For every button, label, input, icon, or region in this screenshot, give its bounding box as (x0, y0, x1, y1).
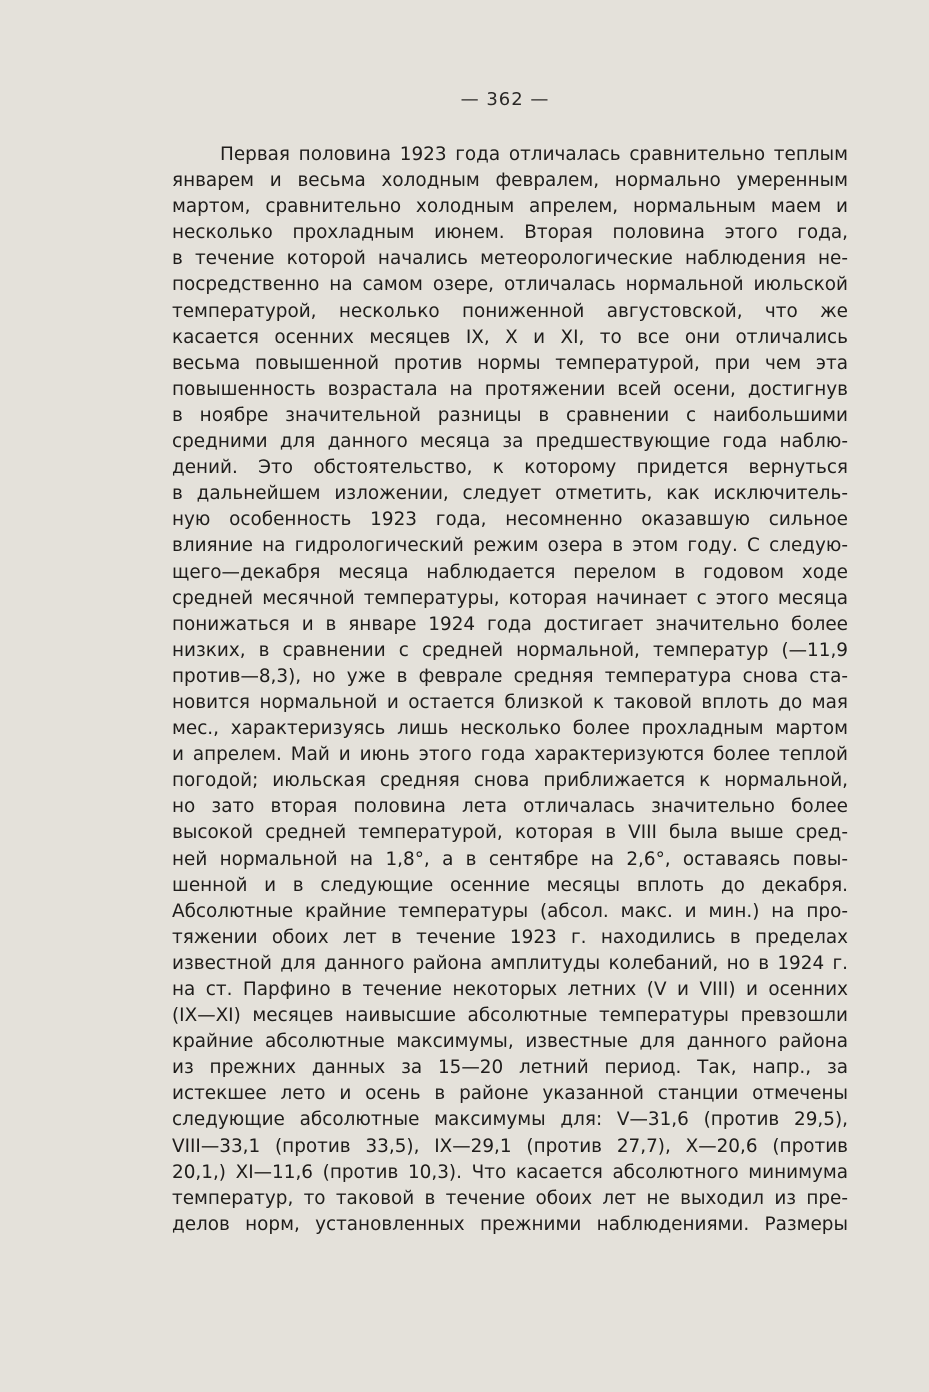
text-line: делов норм, установленных прежними наблюдениями. Размеры (172, 1213, 848, 1235)
text-line: шенной и в следующие осенние месяцы вплоть до декабря. (172, 874, 848, 896)
text-line: температур, то таковой в течение обоих лет не выходил из пре- (172, 1187, 848, 1209)
text-line: мес., характеризуясь лишь несколько более прохладным мартом (172, 718, 848, 740)
text-line: влияние на гидрологический режим озера в этом году. С следую- (172, 535, 848, 557)
text-line: тяжении обоих лет в течение 1923 г. находились в пределах (172, 926, 848, 948)
text-line: погодой; июльская средняя снова приближается к нормальной, (172, 770, 848, 792)
text-line: 20,1,) XI—11,6 (против 10,3). Что касается абсолютного минимума (172, 1161, 848, 1183)
text-line: в дальнейшем изложении, следует отметить, как исключитель- (172, 483, 848, 505)
text-line: несколько прохладным июнем. Вторая половина этого года, (172, 222, 848, 244)
text-line: посредственно на самом озере, отличалась нормальной июльской (172, 274, 848, 296)
text-line: на ст. Парфино в течение некоторых летних (V и VIII) и осенних (172, 979, 848, 1000)
text-line: из прежних данных за 15—20 летний период. Так, напр., за (172, 1057, 848, 1079)
text-line: ную особенность 1923 года, несомненно оказавшую сильное (172, 509, 848, 531)
text-line: средней месячной температуры, которая начинает с этого месяца (172, 587, 848, 609)
text-line: средними для данного месяца за предшествующие года наблю- (172, 431, 848, 453)
text-line: (IX—XI) месяцев наивысшие абсолютные температуры превзошли (172, 1005, 848, 1027)
text-line: дений. Это обстоятельство, к которому придется вернуться (172, 457, 848, 479)
text-line: весьма повышенной против нормы температурой, при чем эта (172, 352, 848, 374)
text-line: Абсолютные крайние температуры (абсол. макс. и мин.) на про- (172, 900, 848, 922)
text-line: против—8,3), но уже в феврале средняя температура снова ста- (172, 665, 848, 687)
text-line: высокой средней температурой, которая в VIII была выше сред- (172, 822, 848, 844)
page-number: — 362 — (460, 89, 550, 110)
text-line: низких, в сравнении с средней нормальной, температур (—11,9 (172, 639, 848, 661)
text-line: и апрелем. Май и июнь этого года характеризуются более теплой (172, 744, 848, 766)
text-line: известной для данного района амплитуды колебаний, но в 1924 г. (172, 952, 848, 974)
text-line: истекшее лето и осень в районе указанной станции отмечены (172, 1083, 848, 1105)
text-line: январем и весьма холодным февралем, нормально умеренным (172, 170, 848, 192)
text-line: понижаться и в январе 1924 года достигает значительно более (172, 613, 848, 635)
text-line: повышенность возрастала на протяжении всей осени, достигнув (172, 378, 848, 400)
text-line: Первая половина 1923 года отличалась сравнительно теплым (220, 144, 848, 165)
text-line: мартом, сравнительно холодным апрелем, нормальным маем и (172, 196, 848, 218)
text-line: касается осенних месяцев IX, X и XI, то все они отличались (172, 326, 848, 348)
body-text (172, 142, 848, 1238)
text-line: новится нормальной и остается близкой к таковой вплоть до мая (172, 691, 848, 713)
text-line: но зато вторая половина лета отличалась значительно более (172, 796, 848, 818)
text-line: в ноябре значительной разницы в сравнении с наибольшими (172, 404, 848, 426)
text-line: температурой, несколько пониженной августовской, что же (172, 300, 848, 322)
text-line: ней нормальной на 1,8°, а в сентябре на 2,6°, оставаясь повы- (172, 848, 848, 870)
text-line: в течение которой начались метеорологические наблюдения не- (172, 248, 848, 270)
text-line: VIII—33,1 (против 33,5), IX—29,1 (против 27,7), X—20,6 (против (172, 1135, 848, 1157)
text-line: крайние абсолютные максимумы, известные для данного района (172, 1031, 848, 1053)
text-line: щего—декабря месяца наблюдается перелом в годовом ходе (172, 561, 848, 583)
text-line: следующие абсолютные максимумы для: V—31,6 (против 29,5), (172, 1109, 848, 1131)
